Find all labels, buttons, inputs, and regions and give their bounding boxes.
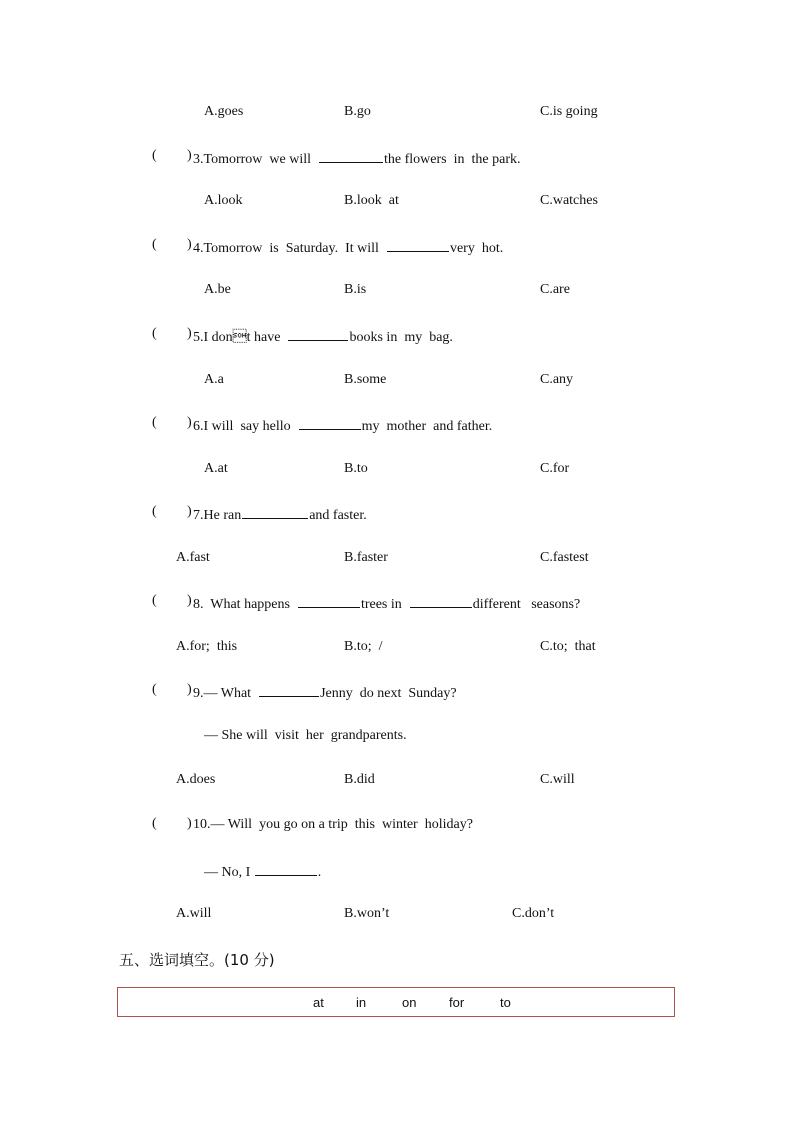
q8-text-pre: 8. What happens — [193, 597, 297, 612]
q7-paren-close: ) — [187, 504, 192, 519]
q2-option-b: B.go — [344, 104, 371, 119]
q4-option-b: B.is — [344, 282, 367, 297]
q3-option-b: B.look at — [344, 193, 399, 208]
q9-text-post: Jenny do next Sunday? — [320, 686, 457, 701]
q10-option-a: A.will — [176, 906, 212, 921]
q6-blank[interactable] — [299, 415, 361, 430]
q5-option-a: A.a — [204, 372, 224, 387]
q4-text-pre: 4.Tomorrow is Saturday. It will — [193, 241, 386, 256]
q8-text-mid: trees in — [360, 597, 409, 612]
q2-option-c: C.is going — [540, 104, 598, 119]
q2-option-a: A.goes — [204, 104, 244, 119]
q9-stem — [193, 682, 457, 703]
q9-option-a: A.does — [176, 772, 216, 787]
q10-answer-pre: — No, I — [204, 865, 254, 880]
q5-paren-close: ) — [187, 326, 192, 341]
q5-stem — [193, 326, 453, 347]
q5-option-b: B.some — [344, 372, 387, 387]
word-bank-item: for — [449, 995, 465, 1010]
q6-option-b: B.to — [344, 461, 368, 476]
q10-answer — [204, 861, 321, 882]
word-bank-item: in — [356, 995, 367, 1010]
q6-option-c: C.for — [540, 461, 570, 476]
word-bank-item: on — [402, 995, 417, 1010]
q4-paren-open: ( — [152, 237, 157, 252]
q3-text-post: the flowers in the park. — [384, 152, 521, 167]
q8-text-post: different seasons? — [472, 597, 581, 612]
q10-option-c: C.don’t — [512, 906, 555, 921]
q6-text-pre: 6.I will say hello — [193, 419, 298, 434]
q5-text-post: books in my bag. — [349, 330, 453, 345]
q7-option-c: C.fastest — [540, 550, 589, 565]
q3-text-pre: 3.Tomorrow we will — [193, 152, 319, 167]
q6-paren-open: ( — [152, 415, 157, 430]
q7-paren-open: ( — [152, 504, 157, 519]
q7-text-pre: 7.He ran — [193, 508, 242, 523]
q10-stem: 10.— Will you go on a trip this winter holiday? — [193, 817, 473, 832]
q3-paren-open: ( — [152, 148, 157, 163]
q3-option-a: A.look — [204, 193, 243, 208]
q7-stem — [193, 504, 367, 525]
q4-option-c: C.are — [540, 282, 570, 297]
q8-blank-1[interactable] — [298, 593, 360, 608]
q8-option-b: B.to; / — [344, 639, 383, 654]
q8-stem — [193, 593, 580, 614]
q5-paren-open: ( — [152, 326, 157, 341]
q3-option-c: C.watches — [540, 193, 598, 208]
q6-stem — [193, 415, 492, 436]
q10-answer-post: . — [317, 865, 322, 880]
q9-text-pre: 9.— What — [193, 686, 259, 701]
q9-option-b: B.did — [344, 772, 375, 787]
q3-paren-close: ) — [187, 148, 192, 163]
q9-blank[interactable] — [259, 682, 319, 697]
q5-blank[interactable] — [288, 326, 348, 341]
q7-option-a: A.fast — [176, 550, 210, 565]
q4-option-a: A.be — [204, 282, 231, 297]
q6-paren-close: ) — [187, 415, 192, 430]
word-bank-box — [117, 987, 675, 1017]
q4-text-post: very hot. — [449, 241, 504, 256]
q9-answer: — She will visit her grandparents. — [204, 728, 407, 743]
section-5-title: 五、选词填空。(10 分) — [119, 951, 275, 969]
q10-blank[interactable] — [255, 861, 317, 876]
q7-option-b: B.faster — [344, 550, 388, 565]
q6-text-post: my mother and father. — [361, 419, 493, 434]
word-bank-item: at — [313, 995, 324, 1010]
q3-blank[interactable] — [319, 148, 383, 163]
q7-text-post: and faster. — [309, 508, 367, 523]
q10-paren-open: ( — [152, 816, 157, 831]
q8-paren-open: ( — [152, 593, 157, 608]
q7-blank[interactable] — [242, 504, 308, 519]
q4-paren-close: ) — [187, 237, 192, 252]
q5-text-pre: 5.I dont have — [193, 330, 288, 345]
q9-paren-open: ( — [152, 682, 157, 697]
q9-option-c: C.will — [540, 772, 575, 787]
q6-option-a: A.at — [204, 461, 228, 476]
q5-option-c: C.any — [540, 372, 574, 387]
q10-paren-close: ) — [187, 816, 192, 831]
q9-paren-close: ) — [187, 682, 192, 697]
q3-stem — [193, 148, 520, 169]
q8-paren-close: ) — [187, 593, 192, 608]
q4-blank[interactable] — [387, 237, 449, 252]
q8-option-c: C.to; that — [540, 639, 596, 654]
q8-blank-2[interactable] — [410, 593, 472, 608]
q4-stem — [193, 237, 503, 258]
word-bank-item: to — [500, 995, 511, 1010]
q10-option-b: B.won’t — [344, 906, 390, 921]
q8-option-a: A.for; this — [176, 639, 238, 654]
